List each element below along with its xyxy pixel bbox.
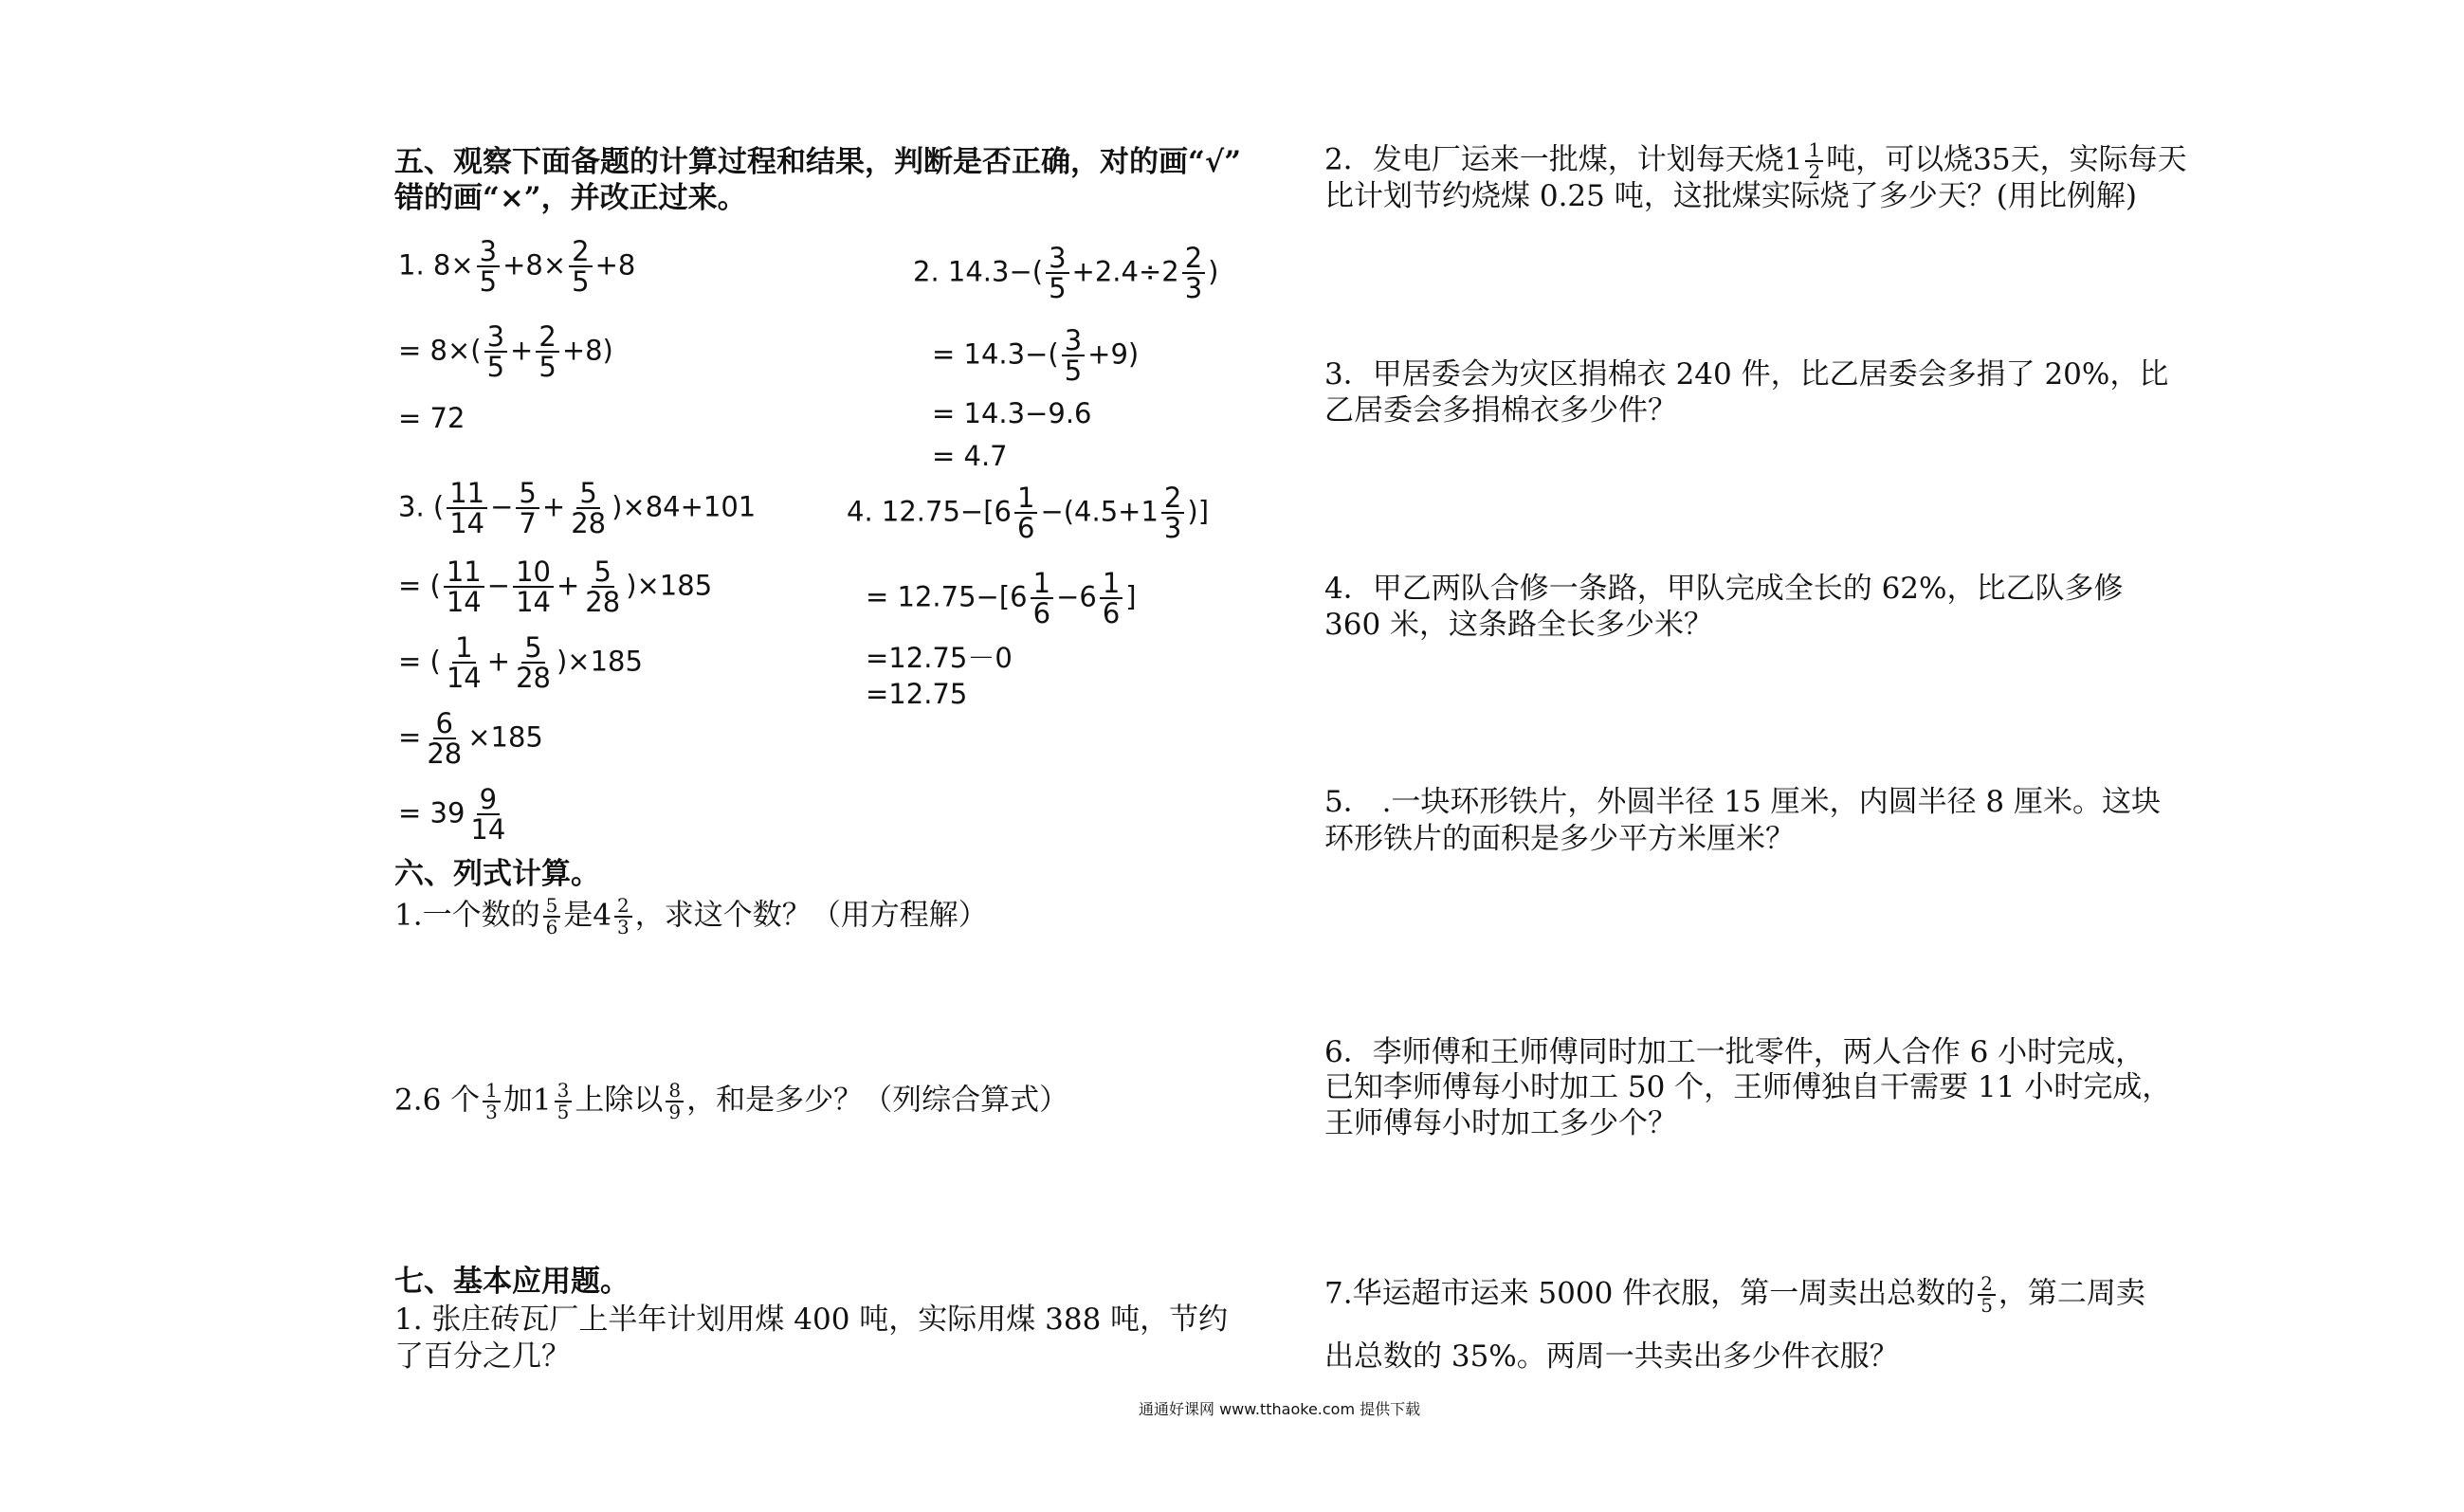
- section5-heading-line2: 错的画“×”，并改正过来。: [394, 181, 747, 215]
- right-q5-line1: 5． .一块环形铁片，外圆半径 15 厘米，内圆半径 8 厘米。这块: [1324, 785, 2162, 819]
- s6-question1: 1.一个数的 $\frac{5}{6}$ 是4 $\frac{2}{3}$ ，求这个数？（用方程解）: [394, 894, 988, 938]
- right-q3-line2: 乙居委会多捐棉衣多少件？: [1324, 393, 1677, 428]
- section6-heading: 六、列式计算。: [394, 857, 600, 891]
- p3-line2: = ( $\frac{11}{14}$ − $\frac{10}{14}$ + $\frac{5}{28}$ )×185: [398, 556, 713, 619]
- footer-source: 通通好课网 www.tthaoke.com 提供下载: [1139, 1400, 1421, 1418]
- right-q6-line1: 6．李师傅和王师傅同时加工一批零件，两人合作 6 小时完成，: [1324, 1035, 2145, 1069]
- p3-line4: = $\frac{6}{28}$ ×185: [398, 707, 543, 771]
- p3-line1: 3. ( $\frac{11}{14}$ − $\frac{5}{7}$ + $\frac{5}{28}$ )×84+101: [398, 477, 757, 540]
- p4-line1: 4. 12.75−[6 $\frac{1}{6}$ −(4.5+1 $\frac{2}{3}$ )]: [847, 482, 1210, 545]
- right-q7-line1: 7.华运超市运来 5000 件衣服，第一周卖出总数的 $\frac{2}{5}$ ，第二周卖: [1324, 1272, 2145, 1317]
- p1-line1: 1. 8× $\frac{3}{5}$ +8× $\frac{2}{5}$ +8: [398, 235, 636, 299]
- p4-line2: = 12.75−[6 $\frac{1}{6}$ −6 $\frac{1}{6}$ ]: [866, 567, 1137, 630]
- right-q4-line1: 4．甲乙两队合修一条路，甲队完成全长的 62%，比乙队多修: [1324, 572, 2124, 606]
- p4-line4: =12.75: [866, 678, 968, 710]
- p2-line1: 2. 14.3−( $\frac{3}{5}$ +2.4÷2 $\frac{2}{3}$ ): [913, 242, 1219, 305]
- p2-line3: = 14.3−9.6: [932, 397, 1092, 429]
- right-q5-line2: 环形铁片的面积是多少平方米厘米？: [1324, 822, 1795, 856]
- p3-line3: = ( $\frac{1}{14}$ + $\frac{5}{28}$ )×185: [398, 631, 643, 695]
- p1-line2: = 8×( $\frac{3}{5}$ + $\frac{2}{5}$ +8): [398, 320, 613, 384]
- right-q4-line2: 360 米，这条路全长多少米？: [1324, 608, 1714, 642]
- s6-question2: 2.6 个 $\frac{1}{3}$ 加1 $\frac{3}{5}$ 上除以 $\frac{8}{9}$ ，和是多少？（列综合算式）: [394, 1079, 1069, 1123]
- p4-line3: =12.75－0: [866, 642, 1013, 674]
- section5-heading-line1: 五、观察下面备题的计算过程和结果，判断是否正确，对的画“√”: [394, 145, 1242, 179]
- right-q7-line2: 出总数的 35%。两周一共卖出多少件衣服？: [1324, 1339, 1899, 1374]
- s7-question1-line2: 了百分之几？: [394, 1339, 571, 1374]
- right-q3-line1: 3．甲居委会为灾区捐棉衣 240 件，比乙居委会多捐了 20%，比: [1324, 357, 2169, 392]
- p2-line4: = 4.7: [932, 440, 1008, 472]
- right-q2-line2: 比计划节约烧煤 0.25 吨，这批煤实际烧了多少天？(用比例解): [1324, 179, 2137, 213]
- right-q6-line2: 已知李师傅每小时加工 50 个，王师傅独自干需要 11 小时完成，: [1324, 1070, 2172, 1104]
- section7-heading: 七、基本应用题。: [394, 1265, 630, 1299]
- p1-line3: = 72: [398, 402, 465, 434]
- s7-question1-line1: 1. 张庄砖瓦厂上半年计划用煤 400 吨，实际用煤 388 吨，节约: [394, 1303, 1229, 1337]
- right-q6-line3: 王师傅每小时加工多少个？: [1324, 1106, 1677, 1140]
- p2-line2: = 14.3−( $\frac{3}{5}$ +9): [932, 324, 1140, 388]
- right-q2-line1: 2．发电厂运来一批煤，计划每天烧1 $\frac{1}{2}$ 吨，可以烧35天，实际每天: [1324, 138, 2187, 183]
- p3-line5: = 39 $\frac{9}{14}$: [398, 783, 506, 847]
